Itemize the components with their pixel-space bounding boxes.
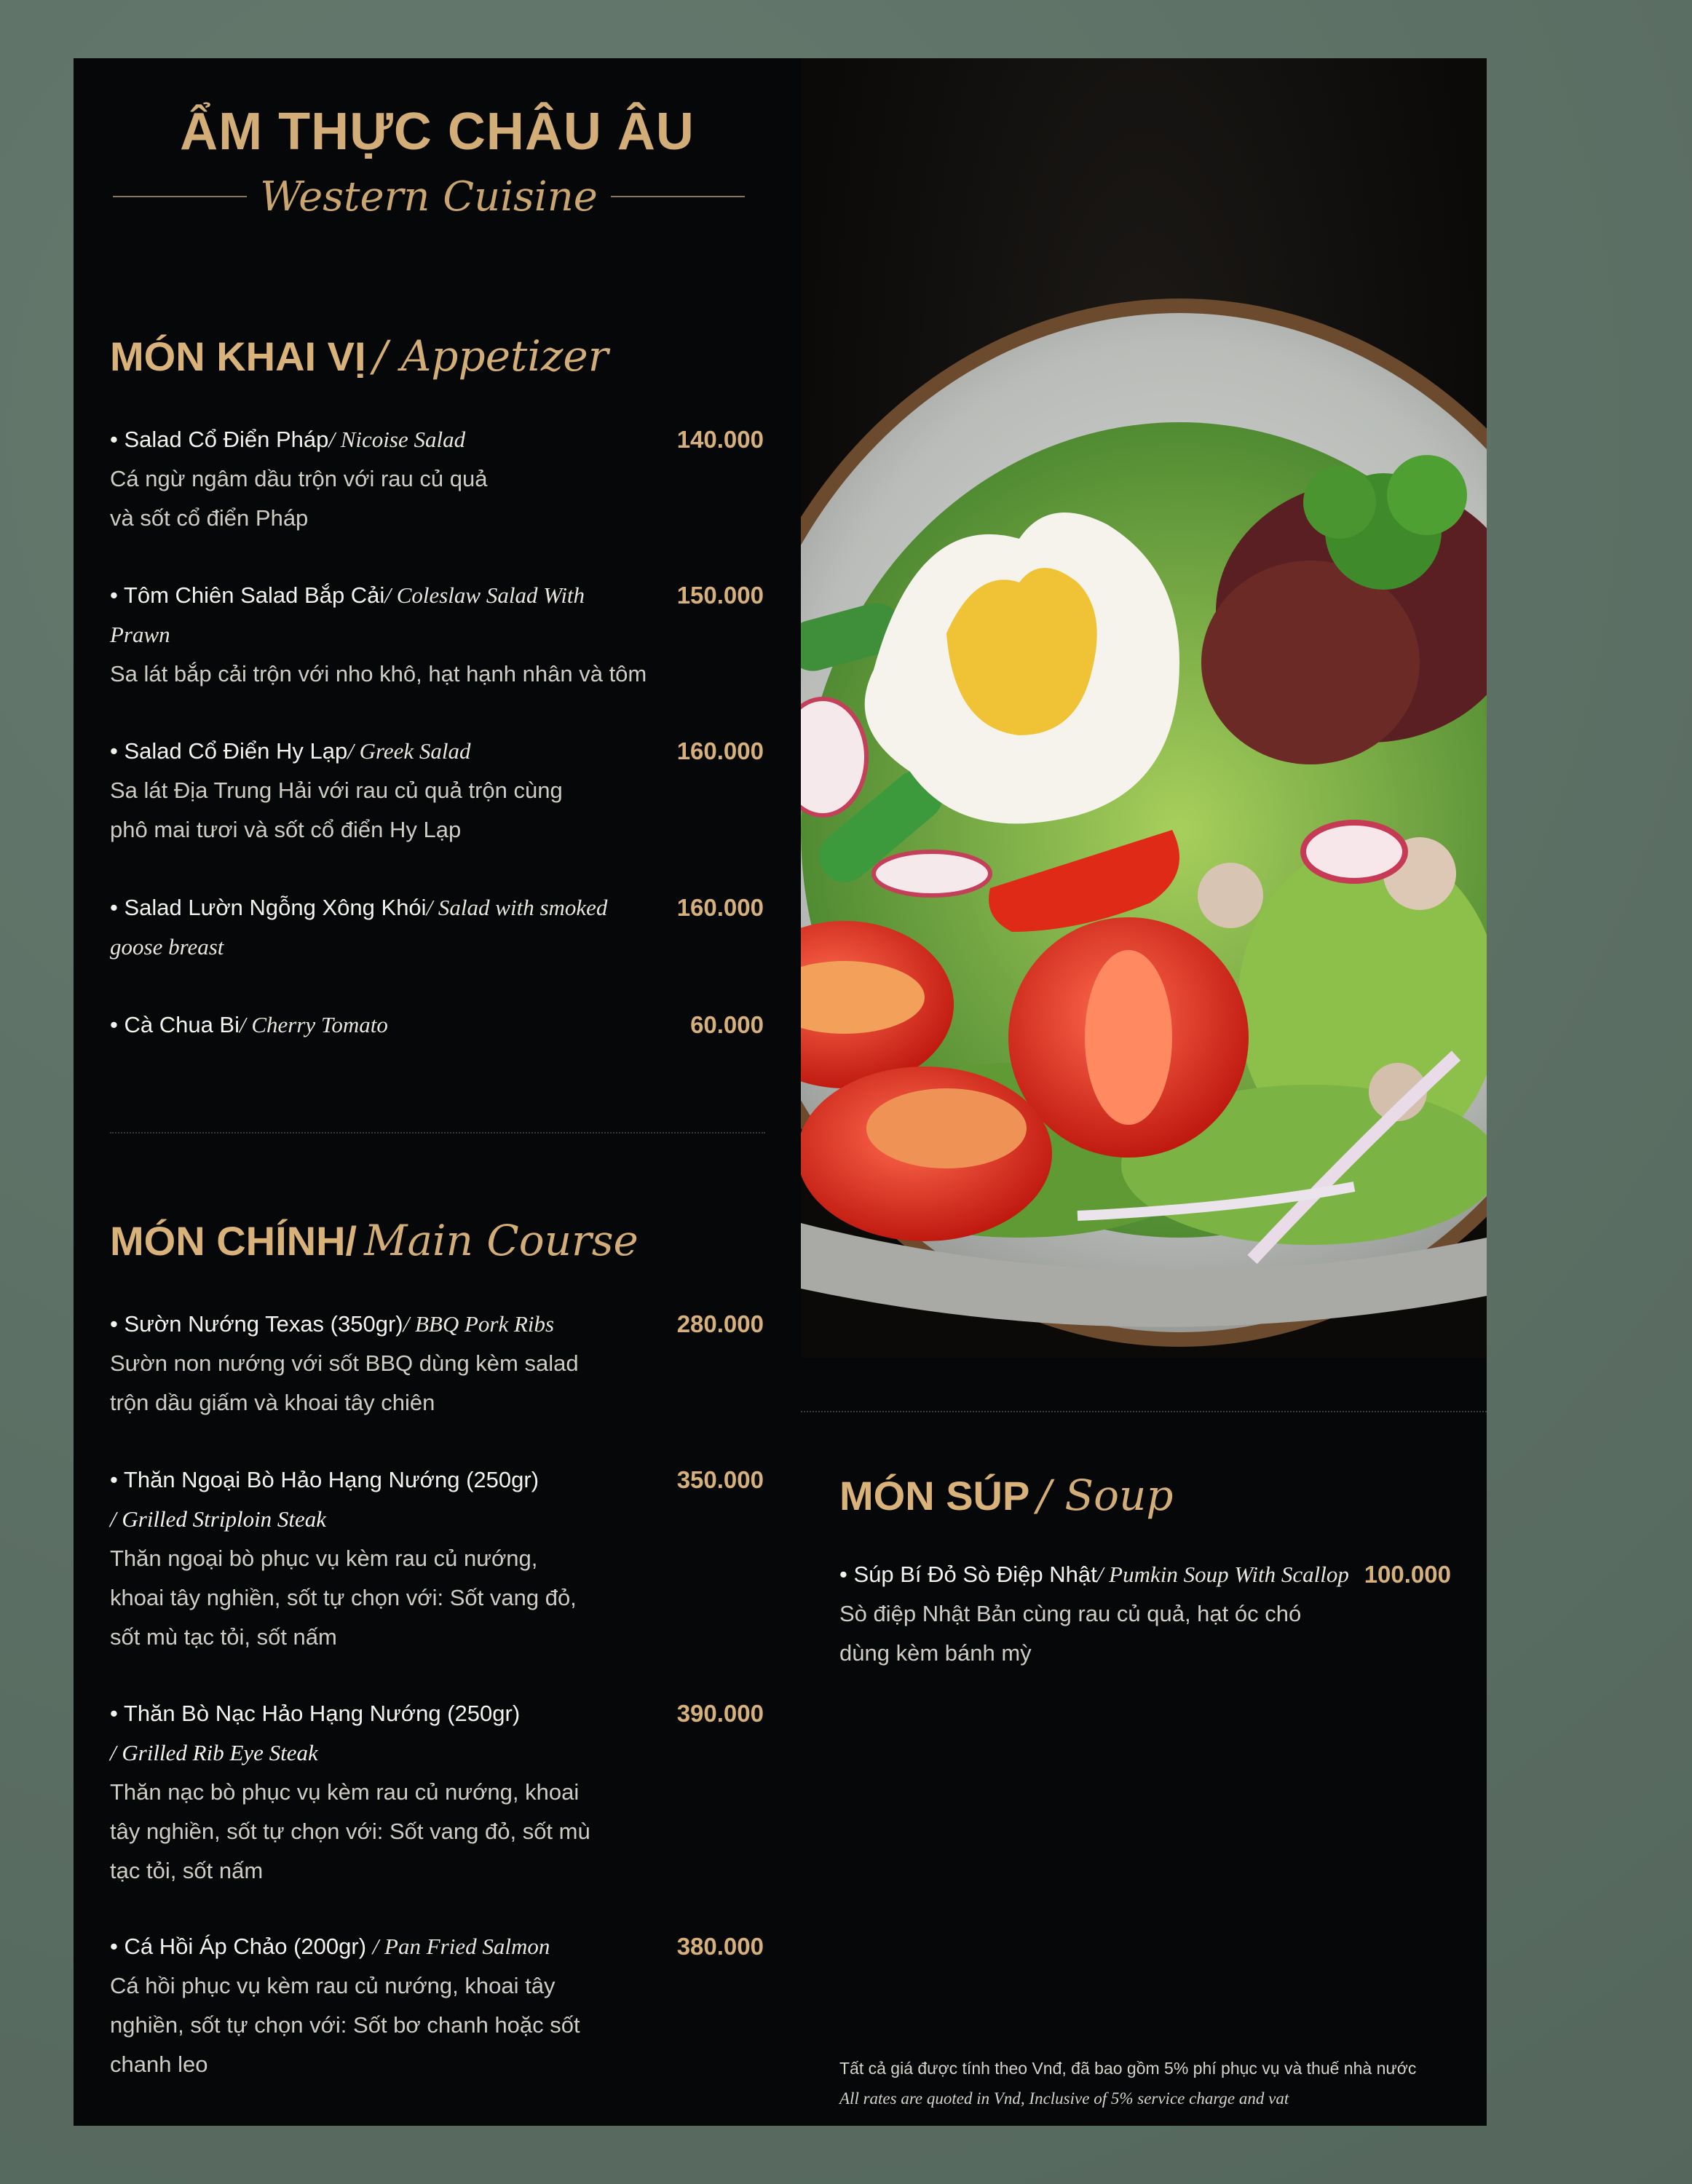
item-price: 150.000 — [676, 582, 764, 609]
item-name-english: / Grilled Rib Eye Steak — [110, 1740, 318, 1765]
item-price: 100.000 — [1364, 1561, 1451, 1588]
item-price: 160.000 — [676, 894, 764, 921]
footnote-english: All rates are quoted in Vnd, Inclusive of 5% service charge and vat — [839, 2089, 1289, 2108]
item-price: 140.000 — [676, 426, 764, 453]
item-name: • Tôm Chiên Salad Bắp Cải/ Coleslaw Salad With Prawn — [110, 582, 585, 647]
item-name: • Cá Hồi Áp Chảo (200gr) / Pan Fried Salmon — [110, 1934, 550, 1959]
section-divider — [110, 1132, 765, 1133]
item-description: Cá hồi phục vụ kèm rau củ nướng, khoai tây — [110, 1973, 556, 1998]
section-divider — [801, 1411, 1487, 1412]
item-name: • Salad Cổ Điển Pháp/ Nicoise Salad — [110, 427, 466, 452]
divider-line — [611, 196, 745, 197]
section-title-text: MÓN KHAI VỊ — [110, 333, 366, 379]
menu-item — [110, 420, 764, 538]
item-description: tạc tỏi, sốt nấm — [110, 1858, 264, 1883]
item-description: Cá ngừ ngâm dầu trộn với rau củ quả — [110, 466, 488, 491]
section-title-script: / Soup — [1037, 1471, 1174, 1520]
section-title-text: MÓN SÚP — [839, 1473, 1030, 1519]
salad-illustration — [801, 58, 1487, 1358]
item-price: 380.000 — [676, 1933, 764, 1960]
item-description: trộn dầu giấm và khoai tây chiên — [110, 1390, 435, 1415]
item-name-english: / Grilled Striploin Steak — [110, 1506, 327, 1532]
section-title-text: MÓN CHÍNH/ — [110, 1218, 357, 1264]
item-name: • Cà Chua Bi/ Cherry Tomato — [110, 1012, 388, 1037]
item-price: 60.000 — [690, 1011, 764, 1038]
item-name: • Súp Bí Đỏ Sò Điệp Nhật/ Pumkin Soup With Scallop — [839, 1562, 1349, 1587]
footnote-vietnamese: Tất cả giá được tính theo Vnđ, đã bao gồm 5% phí phục vụ và thuế nhà nước — [839, 2059, 1417, 2078]
menu-subtitle — [113, 167, 745, 226]
menu-item — [110, 1005, 764, 1045]
item-name: • Salad Cổ Điển Hy Lạp/ Greek Salad — [110, 738, 471, 764]
item-price: 390.000 — [676, 1700, 764, 1727]
section-title-main-course — [110, 1216, 639, 1265]
item-description: Thăn nạc bò phục vụ kèm rau củ nướng, khoai — [110, 1779, 580, 1805]
item-description: Sa lát bắp cải trộn với nho khô, hạt hạnh nhân và tôm — [110, 661, 647, 687]
menu-item — [110, 888, 764, 967]
item-description: chanh leo — [110, 2052, 208, 2077]
item-description: nghiền, sốt tự chọn với: Sốt bơ chanh hoặc sốt — [110, 2012, 580, 2038]
item-description: sốt mù tạc tỏi, sốt nấm — [110, 1624, 337, 1650]
menu-item — [110, 732, 764, 850]
item-description: Sườn non nướng với sốt BBQ dùng kèm salad — [110, 1350, 579, 1376]
item-name: • Thăn Bò Nạc Hảo Hạng Nướng (250gr) — [110, 1701, 521, 1726]
menu-left-column — [74, 58, 801, 2126]
menu-item — [839, 1555, 1451, 1673]
item-description: Sa lát Địa Trung Hải với rau củ quả trộn cùng — [110, 778, 563, 803]
item-description: phô mai tươi và sốt cổ điển Hy Lạp — [110, 817, 462, 842]
salad-photo — [801, 58, 1487, 1358]
menu-item — [110, 1460, 764, 1657]
item-description: khoai tây nghiền, sốt tự chọn với: Sốt vang đỏ, — [110, 1585, 577, 1610]
item-name: • Salad Lườn Ngỗng Xông Khói/ Salad with smoked goose breast — [110, 895, 608, 960]
item-price: 160.000 — [676, 737, 764, 764]
section-title-script: Main Course — [364, 1216, 639, 1265]
menu-card — [74, 58, 1487, 2126]
section-title-soup — [839, 1471, 1173, 1520]
price-footnote — [839, 2053, 1480, 2114]
item-description: và sốt cổ điển Pháp — [110, 505, 309, 531]
item-name: • Sườn Nướng Texas (350gr)/ BBQ Pork Ribs — [110, 1311, 555, 1337]
menu-subtitle-script: Western Cuisine — [260, 173, 598, 221]
section-title-script: / Appetizer — [373, 331, 609, 381]
divider-line — [113, 196, 247, 197]
item-name: • Thăn Ngoại Bò Hảo Hạng Nướng (250gr) — [110, 1467, 539, 1492]
item-description: Thăn ngoại bò phục vụ kèm rau củ nướng, — [110, 1546, 538, 1571]
item-description: tây nghiền, sốt tự chọn với: Sốt vang đỏ, sốt mù — [110, 1819, 590, 1844]
section-title-appetizer — [110, 331, 608, 381]
menu-item — [110, 576, 764, 694]
item-price: 350.000 — [676, 1466, 764, 1493]
menu-item — [110, 1305, 764, 1423]
item-price: 280.000 — [676, 1310, 764, 1337]
menu-title: ẨM THỰC CHÂU ÂU — [180, 103, 695, 161]
menu-item — [110, 1694, 764, 1891]
item-description: dùng kèm bánh mỳ — [839, 1640, 1032, 1666]
item-description: Sò điệp Nhật Bản cùng rau củ quả, hạt óc chó — [839, 1601, 1302, 1626]
menu-item — [110, 1927, 764, 2084]
